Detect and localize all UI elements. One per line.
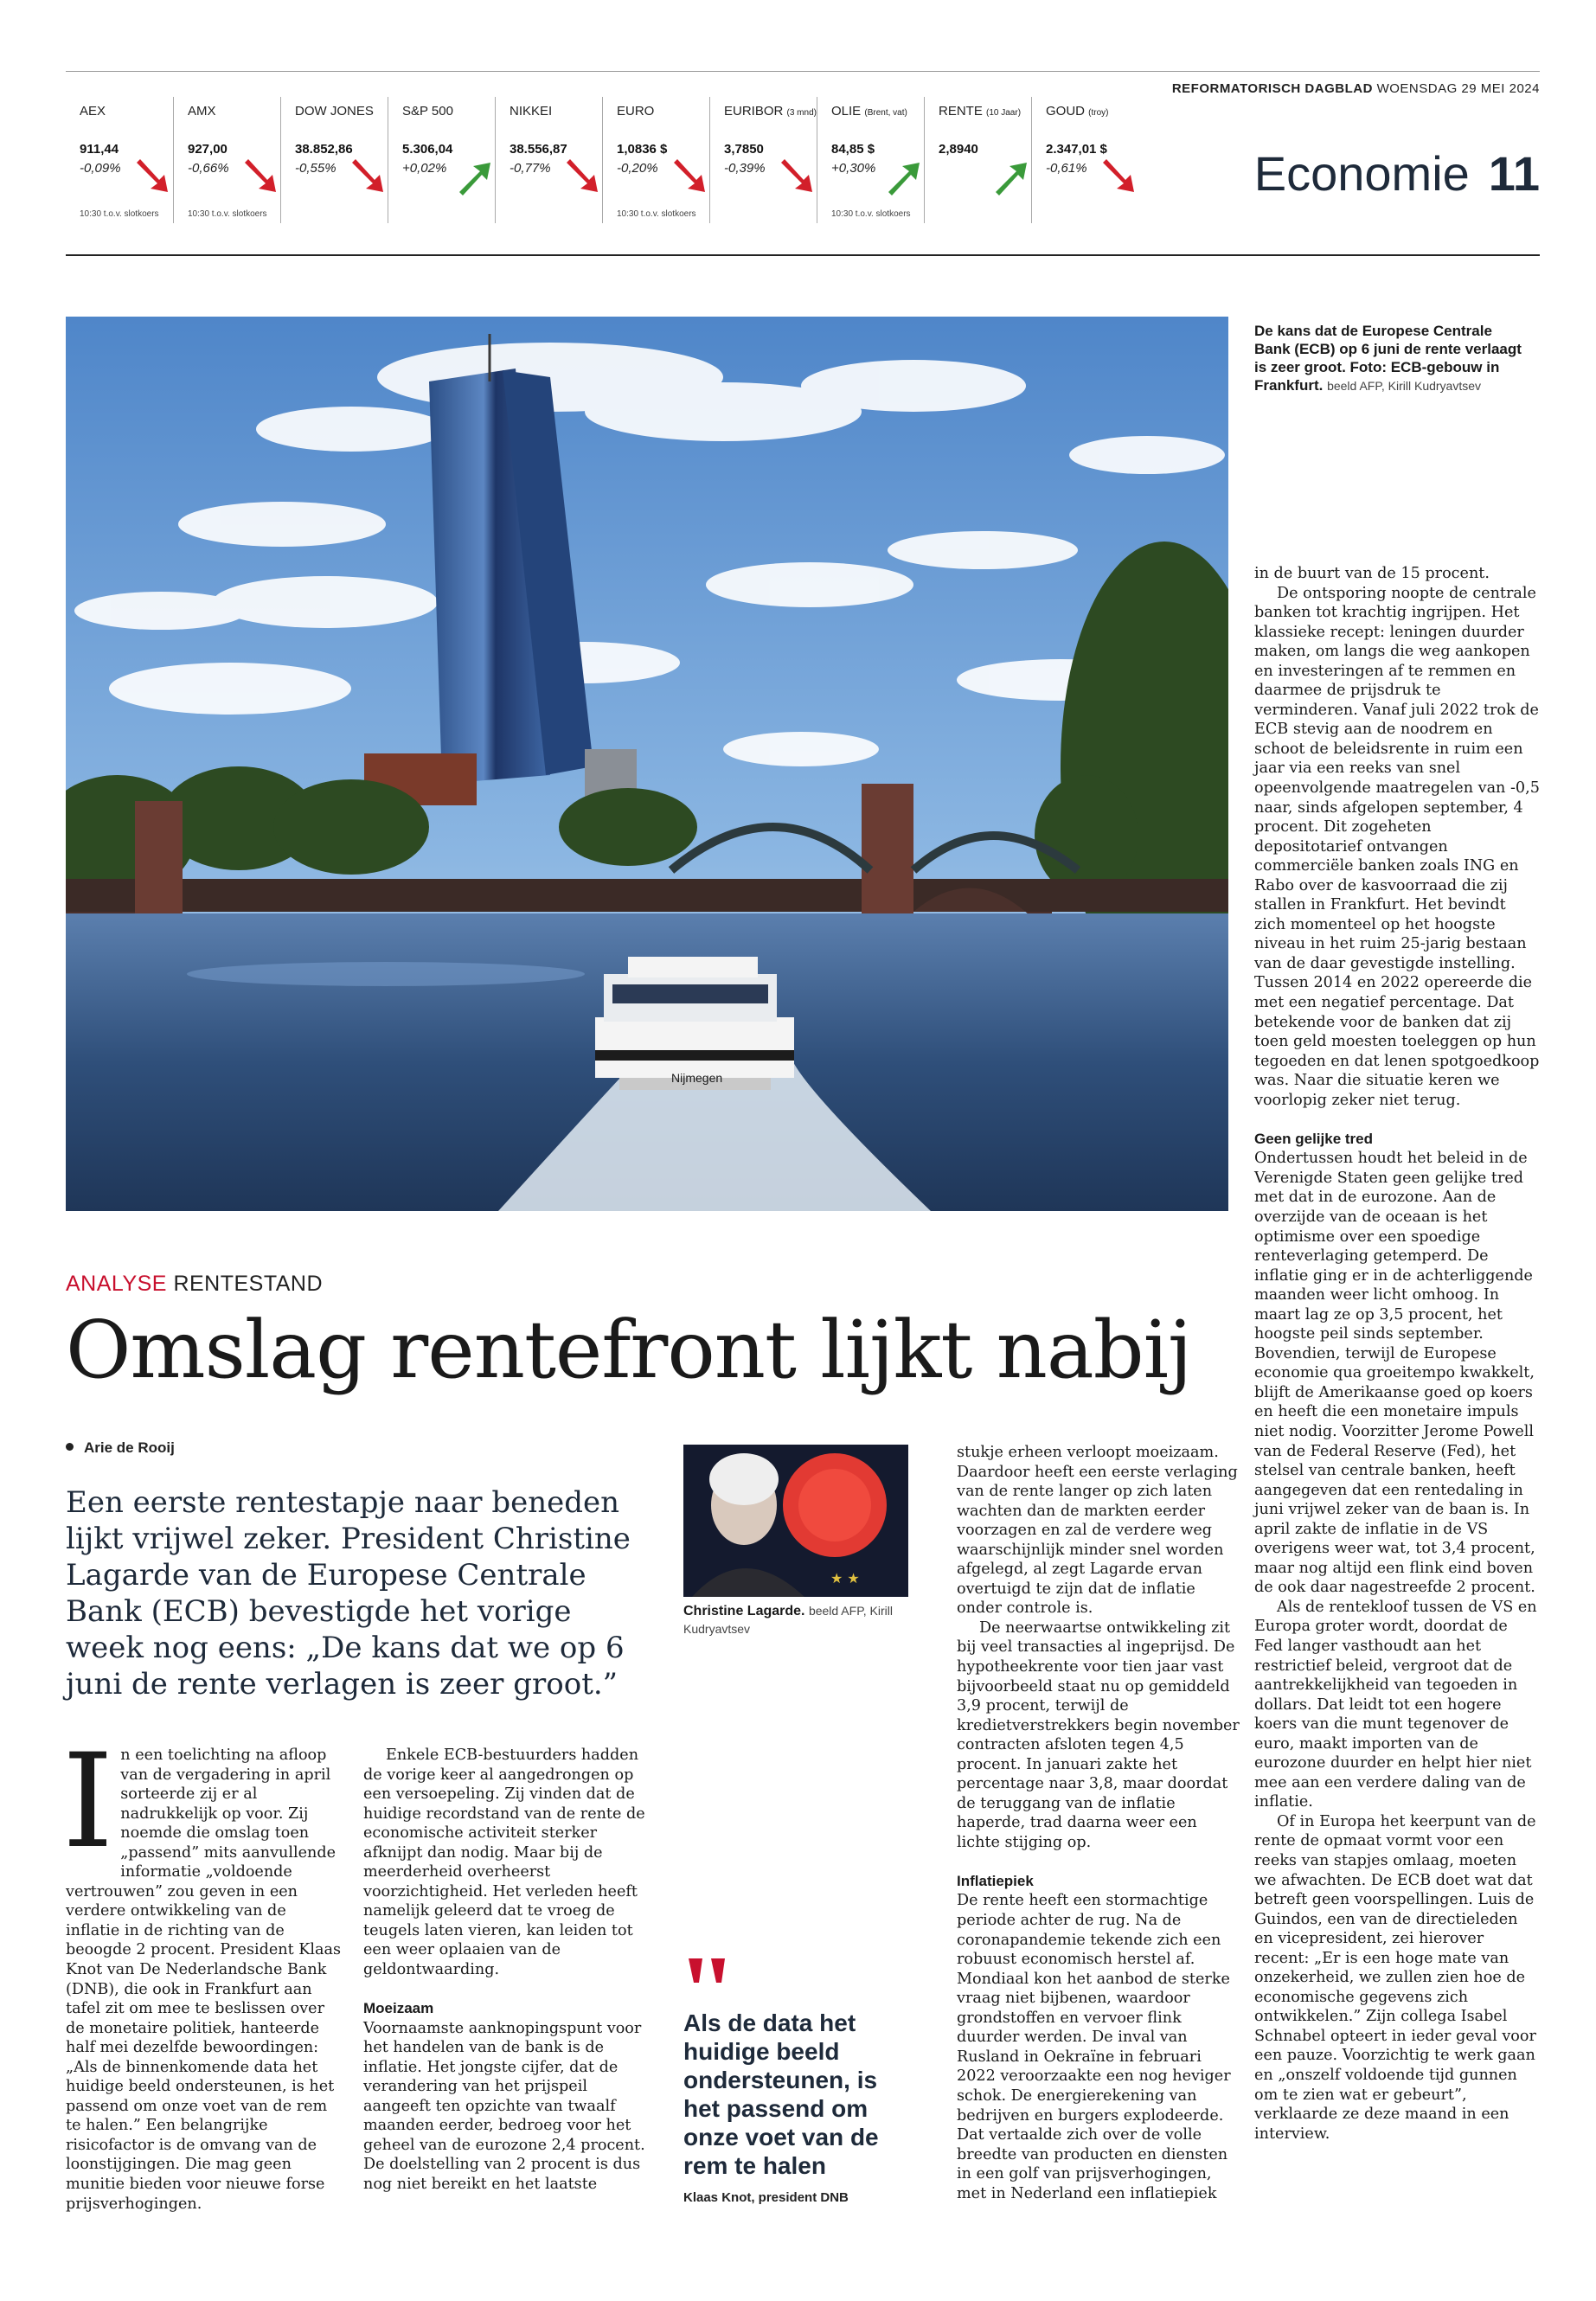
issue-date: WOENSDAG 29 MEI 2024 [1376,81,1540,96]
kicker [66,1272,323,1297]
body-paragraph: Of in Europa het keerpunt van de rente de opmaat vormt voor een reeks van stapjes omlaag, moeten we afwachten. De ECB doet wat dat betreft geen voorspellingen. Luis de Guindos, een van de directieleden en vicepresident, zei hierover recent: „Er is een hoge mate van onzekerheid, we zullen zien hoe de economische gegevens zich ontwikkelen.” Zijn collega Isabel Schnabel opteert in ieder geval voor een pauze. Voorzichtig te werk gaan en „onszelf voldoende tijd gunnen om te zien wat er gebeurt”, verklaarde ze deze maand in een interview. [1254,1812,1536,2143]
section-header [1211,145,1540,202]
byline-bullet [66,1443,74,1451]
drop-cap: I [62,1727,114,1877]
ticker-value: 84,85 $ [831,142,875,157]
portrait-caption [683,1602,934,1638]
ticker-name: S&P 500 [402,104,453,119]
kicker-label: ANALYSE [66,1272,167,1296]
ticker-change: -0,55% [295,161,337,176]
top-rule [66,71,1540,72]
ticker-name: RENTE (10 Jaar) [939,104,1022,119]
ticker-value: 1,0836 $ [617,142,668,157]
pull-quote: Als de data het huidige beeld ondersteunen, is het passend om onze voet van de rem te halen [683,2009,879,2179]
body-column-2 [363,1746,645,2194]
body-paragraph: in de buurt van de 15 procent. [1254,565,1490,582]
ticker-note: 10:30 t.o.v. slotkoers [188,209,267,219]
ticker-name: EURIBOR (3 mnd) [724,104,817,119]
author-name: Arie de Rooij [84,1439,175,1456]
ticker-item [924,97,1032,223]
ticker-item [173,97,281,223]
ticker-item [388,97,496,223]
arrow-up-icon [883,157,923,197]
portrait-credit: beeld AFP, Kirill Kudryavtsev [683,1604,893,1636]
lagarde-portrait [683,1445,908,1597]
arrow-down-icon [131,157,171,197]
ticker-item [817,97,925,223]
body-paragraph: Enkele ECB-bestuurders hadden de vorige keer al aangedrongen op een versoepeling. Zij vinden dat de huidige recordstand van de rente de economische activiteit sterker afknijpt dan nodig. Maar bij de meerderheid overheerst voorzichtigheid. Het verleden heeft namelijk geleerd dat te vroeg de teugels laten vieren, kan leiden tot een weer oplaaien van de geldontwaarding. [363,1747,645,1979]
masthead [969,81,1540,96]
body-column-1 [62,1727,343,2214]
arrow-down-icon [347,157,387,197]
arrow-down-icon [776,157,816,197]
paragraph-gap [363,1980,645,2000]
ticker-change: +0,30% [831,161,876,176]
ticker-change: +0,02% [402,161,447,176]
kicker-topic: RENTESTAND [173,1272,324,1296]
body-paragraph: Als de rentekloof tussen de VS en Europa groter wordt, doordat de Fed langer vasthoudt aan het restrictief beleid, vergroot dat de aantrekkelijkheid van tegoeden in dollars. Dat leidt tot een hogere koers van die munt tegenover de euro, maakt importen van de eurozone duurder en helpt hier niet mee aan een verdere daling van de inflatie. [1254,1598,1537,1811]
quote-icon [685,1957,737,2000]
market-ticker [66,97,1138,227]
body-paragraph: De rente heeft een stormachtige periode achter de rug. Na de coronapandemie tekende zich een robuust economisch herstel af. Mondiaal kon het aanbod de sterke vraag niet bijbenen, waardoor grondstoffen en vervoer flink duurder werden. De inval van Rusland in Oekraïne in februari 2022 veroorzaakte een nog heviger schok. De energierekening van bedrijven en burgers explodeerde. Dat vertaalde zich over de volle breedte van producten en diensten in een golf van prijsverhogingen, met in Nederland een inflatiepiek [957,1892,1231,2202]
ticker-value: 38.556,87 [510,142,567,157]
headline: Omslag rentefront lijkt nabij [66,1304,1192,1396]
portrait-name: Christine Lagarde. [683,1604,805,1618]
photo-caption [1254,322,1522,395]
body-column-3 [957,1443,1242,2203]
ticker-value: 3,7850 [724,142,764,157]
ticker-item [602,97,710,223]
page-number: 11 [1488,146,1540,201]
arrow-down-icon [1098,157,1138,197]
boat-name: Nijmegen [671,1071,723,1085]
paper-name: REFORMATORISCH DAGBLAD [1171,81,1373,96]
ticker-value: 38.852,86 [295,142,353,157]
caption-text: De kans dat de Europese Centrale Bank (ECB) op 6 juni de rente verlaagt is zeer groot. Foto: ECB-gebouw in Frankfurt. [1254,323,1522,394]
ticker-change: -0,09% [80,161,121,176]
arrow-up-icon [990,157,1030,197]
ticker-note: 10:30 t.o.v. slotkoers [617,209,696,219]
ticker-name: EURO [617,104,655,119]
paragraph-gap [957,1852,1242,1872]
ticker-value: 2,8940 [939,142,978,157]
body-paragraph: Voornaamste aanknopingspunt voor het handelen van de bank is de inflatie. Het jongste cijfer, dat de verandering van het prijspeil aangeeft ten opzichte van twaalf maanden eerder, bedroeg voor het geheel van de eurozone 2,4 procent. De doelstelling van 2 procent is dus nog niet bereikt en het laatste [363,2019,645,2193]
ticker-item [280,97,388,223]
ticker-note: 10:30 t.o.v. slotkoers [831,209,911,219]
body-paragraph: De neerwaartse ontwikkeling zit bij veel transacties al ingeprijsd. De hypotheekrente voor tien jaar vast bijvoorbeeld staat nu op gemiddeld 3,9 procent, terwijl de kredietverstrekkers begin november contracten afsloten tegen 4,5 procent. In januari zakte het percentage naar 3,8, maar doordat de teruggang van de inflatie haperde, trad daarna weer een lichte stijging op. [957,1618,1240,1851]
ticker-name: AMX [188,104,216,119]
ticker-change: -0,39% [724,161,766,176]
byline [66,1439,175,1457]
ticker-item [709,97,817,223]
body-paragraph: Ondertussen houdt het beleid in de Verenigde Staten geen gelijke tred met dat in de eurozone. Aan de overzijde van de oceaan is het optimisme over een spoedige renteverlaging getemperd. De inflatie ging er in de achterliggende maanden weer licht omhoog. In maart lag ze op 3,5 procent, het hoogste peil sinds september. Bovendien, terwijl de Europese economie qua groeitempo kwakkelt, blijft de Amerikaanse goed op koers en heeft die een monetaire impuls niet nodig. Voorzitter Jerome Powell van de Federal Reserve (Fed), het stelsel van centrale banken, heeft aangegeven dat een rentedaling in juni vrijwel zeker van de baan is. In april zakte de inflatie in de VS overigens weer wat, tot 3,4 procent, maar nog altijd een flink eind boven de ook daar nagestreefde 2 procent. [1254,1150,1535,1597]
arrow-down-icon [240,157,279,197]
ticker-value: 911,44 [80,142,119,157]
ticker-change: -0,77% [510,161,551,176]
ticker-item [495,97,603,223]
ticker-change: -0,61% [1046,161,1087,176]
body-column-4 [1254,564,1540,2144]
subheading-inflatiepiek: Inflatiepiek [957,1872,1034,1889]
ticker-change: -0,66% [188,161,229,176]
ticker-name: AEX [80,104,106,119]
body-paragraph: De ontsporing noopte de centrale banken tot krachtig ingrijpen. Het klassieke recept: leningen duurder maken, om langs die weg aankopen en investeringen af te remmen en daarmee de prijsdruk te verminderen. Vanaf juli 2022 trok de ECB stevig aan de noodrem en schoot de beleidsrente in ruim een jaar via een reeks van snel opeenvolgende maatregelen van -0,5 naar, sinds afgelopen september, 4 procent. Dit zogeheten depositotarief ontvangen commerciële banken zoals ING en Rabo over de kasvoorraad die zij stallen in Frankfurt. Het bevindt zich momenteel op het hoogste niveau in het ruim 25-jarig bestaan van de daar gevestigde instelling. Tussen 2014 en 2022 opereerde die met een negatief percentage. Dat betekende voor de banken dat zij toen geld moesten toeleggen op hun tegoeden en dat lenen spotgoedkoop was. Naar die situatie keren we voorlopig zeker niet terug. [1254,584,1540,1109]
ticker-name: OLIE (Brent, vat) [831,104,907,119]
quote-attribution: Klaas Knot, president DNB [683,2190,849,2205]
arrow-down-icon [561,157,601,197]
ticker-change: -0,20% [617,161,658,176]
intro-paragraph: Een eerste rentestapje naar beneden lijkt vrijwel zeker. President Christine Lagarde van de Europese Centrale Bank (ECB) bevestigde het vorige week nog eens: „De kans dat we op 6 juni de rente verlagen is zeer groot.” [66,1485,631,1702]
arrow-up-icon [454,157,494,197]
ticker-item [1031,97,1139,223]
ticker-name: GOUD (troy) [1046,104,1109,119]
ticker-value: 927,00 [188,142,228,157]
section-rule [66,254,1540,256]
ticker-value: 2.347,01 $ [1046,142,1107,157]
body-paragraph: n een toelichting na afloop van de vergadering in april sorteerde zij er al nadrukkelijk op voor. Zij noemde die omslag toen „passend” mits aanvullende informatie „voldoende vertrouwen” zou geven in een verdere ontwikkeling van de inflatie in de richting van de beoogde 2 procent. President Klaas Knot van De Nederlandsche Bank (DNB), die ook in Frankfurt aan tafel zit om mee te beslissen over de monetaire politiek, hanteerde half mei dezelfde bewoordingen: „Als de binnenkomende data het huidige beeld ondersteunen, is het passend om onze voet van de rem te halen.” Een belangrijke risicofactor is de omvang van de loonstijgingen. Die mag geen munitie bieden voor nieuwe forse prijsverhogingen. [66,1747,342,2213]
ticker-name: DOW JONES [295,104,374,119]
body-paragraph: stukje erheen verloopt moeizaam. Daardoor heeft een eerste verlaging van de rente langer op zich laten wachten dan de markten eerder voorzagen en zal de verdere weg waarschijnlijk minder snel worden afgelegd, al zegt Lagarde ervan overtuigd te zijn dat de inflatie onder controle is. [957,1444,1238,1618]
section-name: Economie [1253,146,1470,201]
subheading-moeizaam: Moeizaam [363,2000,434,2017]
ecb-building-photo [66,317,1228,1211]
paragraph-gap [1254,1110,1540,1130]
ticker-value: 5.306,04 [402,142,453,157]
arrow-down-icon [669,157,708,197]
caption-credit: beeld AFP, Kirill Kudryavtsev [1327,379,1482,393]
ticker-name: NIKKEI [510,104,553,119]
ticker-item [66,97,173,223]
ticker-note: 10:30 t.o.v. slotkoers [80,209,159,219]
subheading-geen-gelijke-tred: Geen gelijke tred [1254,1130,1373,1147]
star-icon: ★ ★ [830,1570,860,1586]
